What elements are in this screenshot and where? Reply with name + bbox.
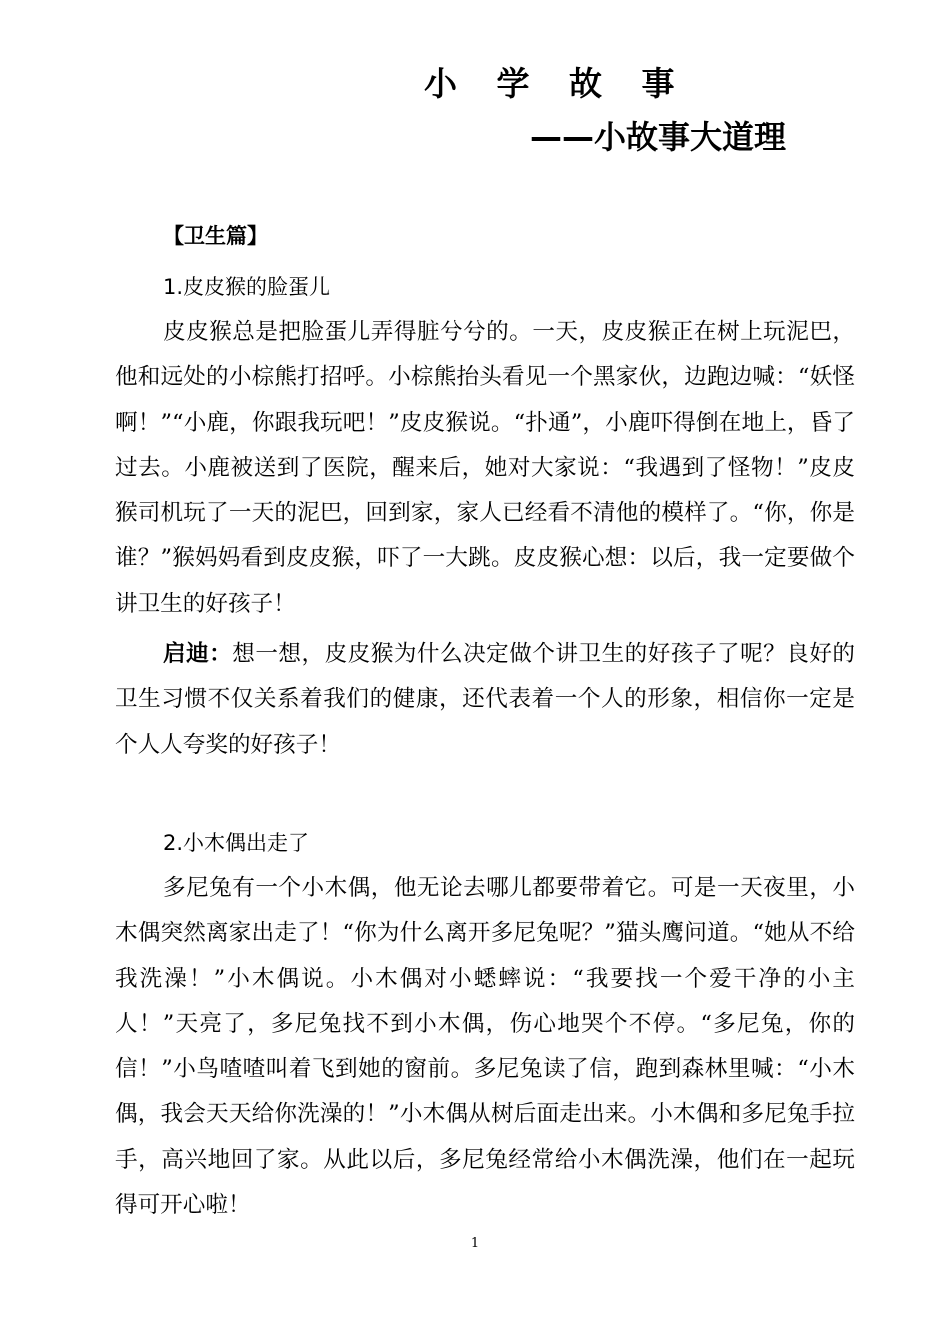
page-number: 1 <box>470 1236 480 1251</box>
story-body: 皮皮猴总是把脸蛋儿弄得脏兮兮的。一天，皮皮猴正在树上玩泥巴，他和远处的小棕熊打招呼。小棕熊抬头看见一个黑家伙，边跑边喊：“妖怪啊！”“小鹿，你跟我玩吧！”皮皮猴说。“扑通”，小鹿吓得倒在地上，昏了过去。小鹿被送到了医院，醒来后，她对大家说：“我遇到了怪物！”皮皮猴司机玩了一天的泥巴，回到家，家人已经看不清他的模样了。“你，你是谁？”猴妈妈看到皮皮猴，吓了一大跳。皮皮猴心想：以后，我一定要做个讲卫生的好孩子！ <box>115 319 855 617</box>
story-body: 多尼兔有一个小木偶，他无论去哪儿都要带着它。可是一天夜里，小木偶突然离家出走了！“你为什么离开多尼兔呢？”猫头鹰问道。“她从不给我洗澡！”小木偶说。小木偶对小蟋蟀说：“我要找一个爱干净的小主人！”天亮了，多尼兔找不到小木偶，伤心地哭个不停。“多尼兔，你的信！”小鸟喳喳叫着飞到她的窗前。多尼兔读了信，跑到森林里喊：“小木偶，我会天天给你洗澡的！”小木偶从树后面走出来。小木偶和多尼兔手拉手，高兴地回了家。从此以后，多尼兔经常给小木偶洗澡，他们在一起玩得可开心啦！ <box>115 875 855 1219</box>
story-insight <box>115 632 855 768</box>
page-subtitle: ——小故事大道理 <box>530 118 787 156</box>
story-title: 2.小木偶出走了 <box>163 831 310 855</box>
insight-label: 启迪： <box>163 641 233 667</box>
page-title: 小 学 故 事 <box>424 64 689 103</box>
story-title: 1.皮皮猴的脸蛋儿 <box>163 275 331 299</box>
insight-text: 想一想，皮皮猴为什么决定做个讲卫生的好孩子了呢？良好的卫生习惯不仅关系着我们的健康，还代表着一个人的形象，相信你一定是个人人夸奖的好孩子！ <box>115 641 856 758</box>
section-heading: 【卫生篇】 <box>163 224 268 248</box>
